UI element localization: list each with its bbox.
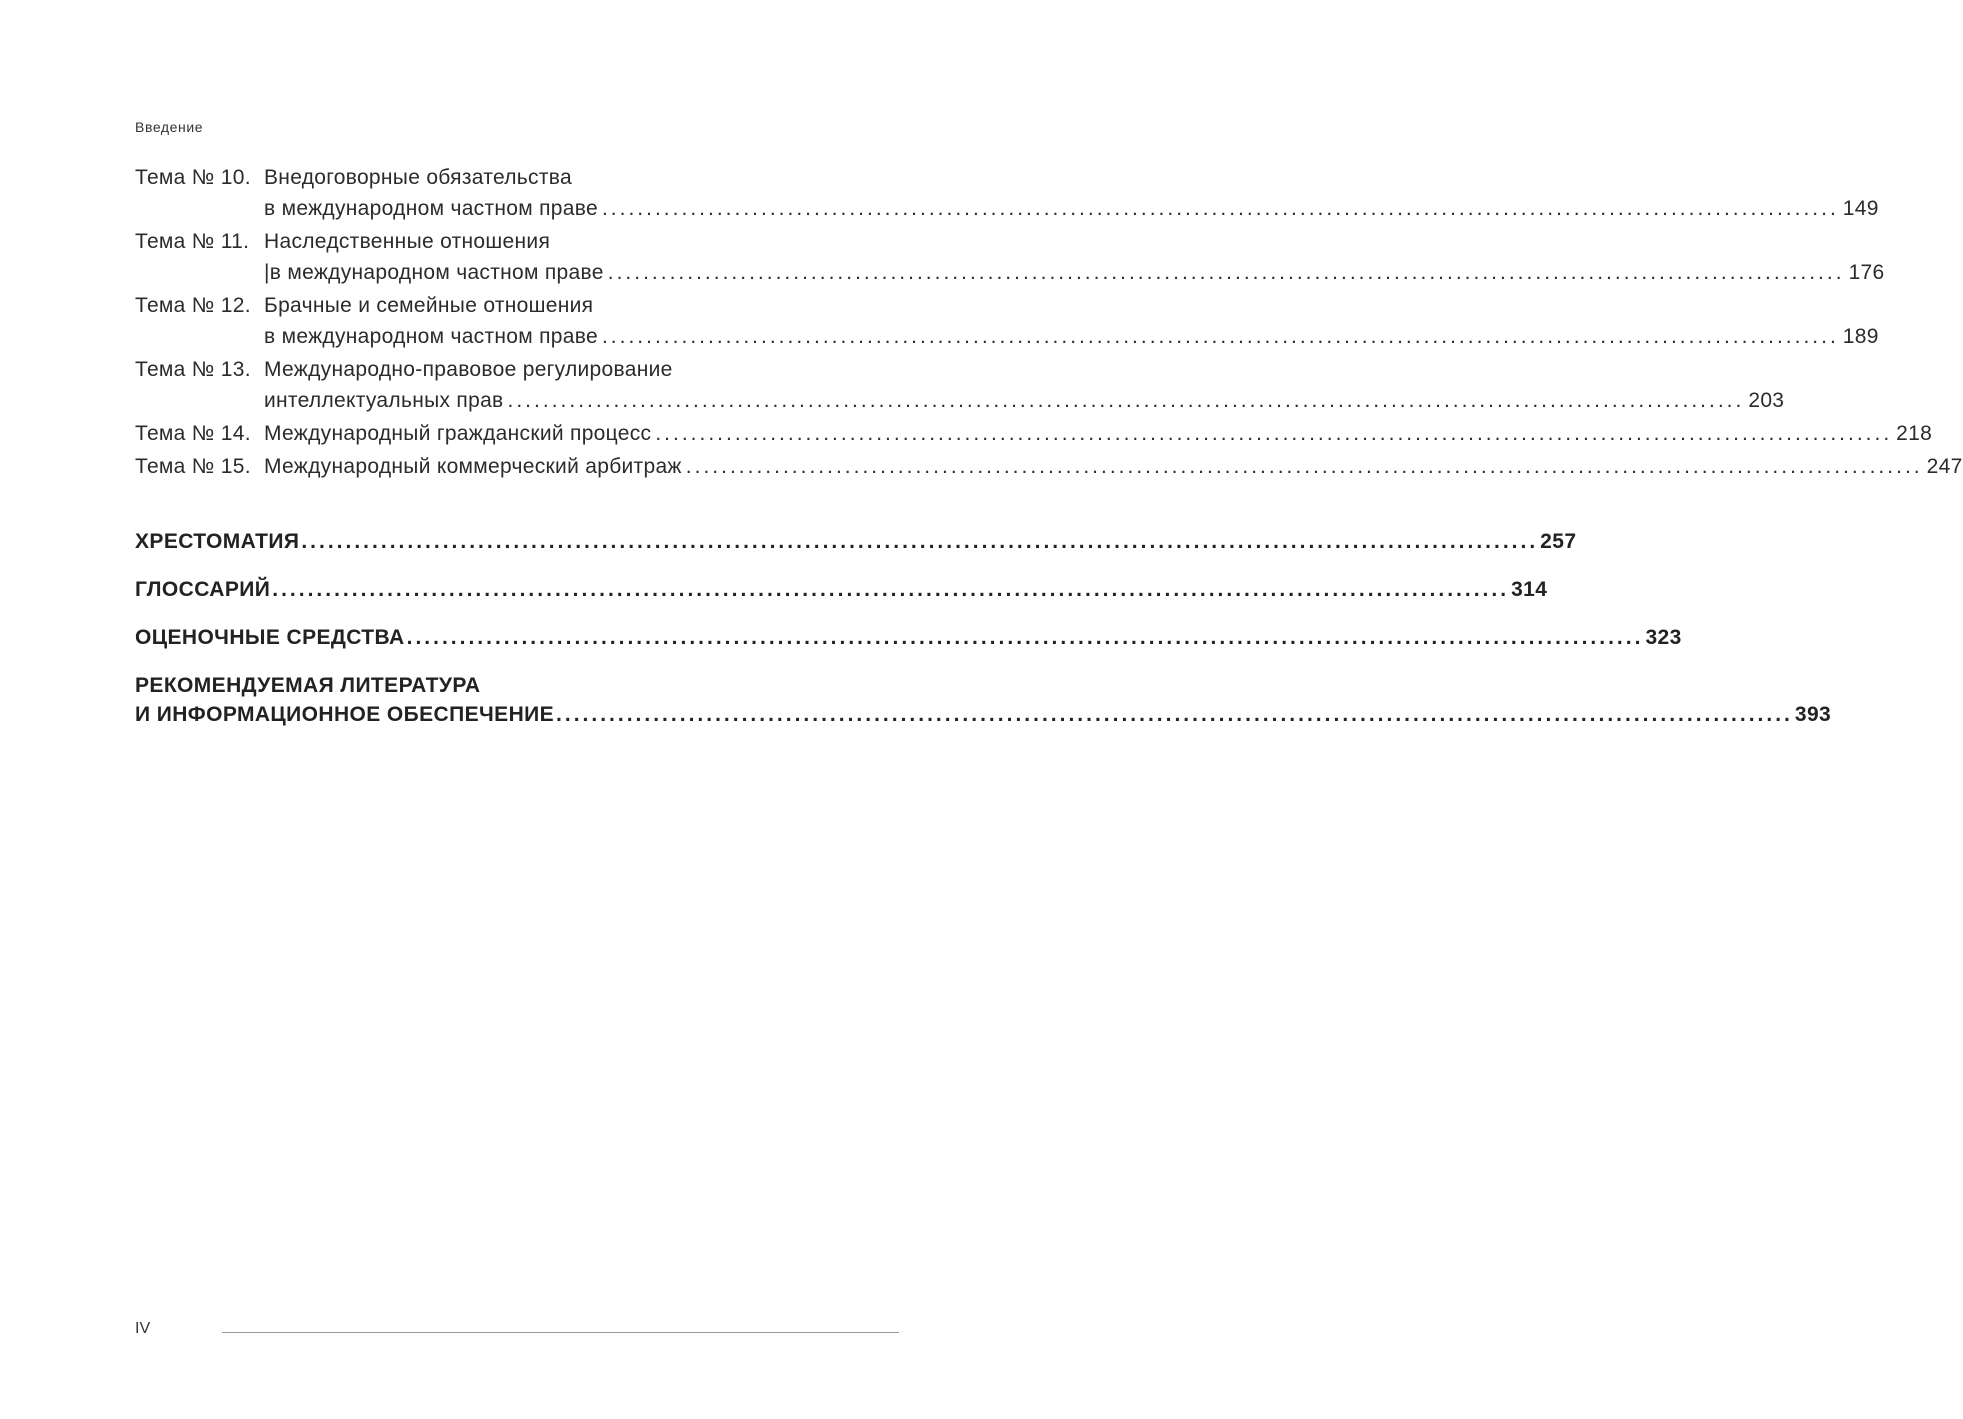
topic-number: Тема № 13.: [135, 358, 251, 381]
dot-leader: ............................................................................................................................................: [655, 422, 1893, 445]
section-title-line2: И ИНФОРМАЦИОННОЕ ОБЕСПЕЧЕНИЕ: [135, 703, 555, 726]
topic-number: Тема № 11.: [135, 230, 250, 253]
footer-rule: [222, 1332, 899, 1333]
section-title: ГЛОССАРИЙ: [135, 578, 271, 601]
topic-title: Международный гражданский процесс: [264, 422, 652, 445]
topic-number: Тема № 12.: [135, 294, 251, 317]
dot-leader: ............................................................................................................................................: [556, 703, 1793, 726]
toc-entry-topic-12[interactable]: [135, 290, 1879, 352]
page-folio: IV: [135, 1320, 151, 1337]
page-number: 176: [1848, 261, 1885, 284]
dot-leader: ............................................................................................................................................: [507, 389, 1745, 412]
topic-title-line2: в международном частном праве: [264, 325, 598, 348]
topic-number: Тема № 14.: [135, 422, 251, 445]
topic-title-line1: Брачные и семейные отношения: [264, 294, 594, 317]
topic-title-line1: Международно-правовое регулирование: [264, 358, 673, 381]
section-title: ХРЕСТОМАТИЯ: [135, 530, 300, 553]
page-number: 257: [1540, 530, 1577, 553]
page-number: 203: [1748, 389, 1785, 412]
page-number: 393: [1794, 703, 1832, 726]
topic-title-line2: |в международном частном праве: [264, 261, 604, 284]
topic-title-line1: Наследственные отношения: [264, 230, 551, 253]
running-head: Введение: [135, 119, 204, 135]
page-number: 149: [1842, 197, 1879, 220]
topic-title: Международный коммерческий арбитраж: [264, 455, 682, 478]
dot-leader: ............................................................................................................................................: [301, 530, 1539, 553]
dot-leader: ............................................................................................................................................: [406, 626, 1644, 649]
toc-entry-topic-15[interactable]: [135, 451, 1963, 482]
toc-entry-glossary[interactable]: [135, 575, 1548, 604]
dot-leader: ............................................................................................................................................: [272, 578, 1510, 601]
topic-title-line2: интеллектуальных прав: [264, 389, 504, 412]
topic-title-line2: в международном частном праве: [264, 197, 598, 220]
toc-entry-topic-13[interactable]: [135, 354, 1785, 416]
section-title-line1: РЕКОМЕНДУЕМАЯ ЛИТЕРАТУРА: [135, 674, 481, 697]
dot-leader: ............................................................................................................................................: [601, 325, 1839, 348]
topic-number: Тема № 10.: [135, 166, 251, 189]
toc-entry-literature[interactable]: [135, 671, 1832, 729]
topic-number: Тема № 15.: [135, 455, 251, 478]
page-number: 247: [1926, 455, 1963, 478]
page-number: 323: [1645, 626, 1682, 649]
section-title: ОЦЕНОЧНЫЕ СРЕДСТВА: [135, 626, 405, 649]
page-number: 218: [1896, 422, 1933, 445]
toc-entry-reader[interactable]: [135, 527, 1577, 556]
dot-leader: ............................................................................................................................................: [607, 261, 1845, 284]
table-of-contents: [135, 162, 1963, 729]
toc-entry-topic-11[interactable]: [135, 226, 1885, 288]
page-number: 189: [1842, 325, 1879, 348]
toc-entry-assessment[interactable]: [135, 623, 1682, 652]
page-number: 314: [1511, 578, 1548, 601]
topic-title-line1: Внедоговорные обязательства: [264, 166, 572, 189]
dot-leader: ............................................................................................................................................: [601, 197, 1839, 220]
dot-leader: ............................................................................................................................................: [685, 455, 1923, 478]
toc-entry-topic-14[interactable]: [135, 418, 1933, 449]
toc-entry-topic-10[interactable]: [135, 162, 1879, 224]
